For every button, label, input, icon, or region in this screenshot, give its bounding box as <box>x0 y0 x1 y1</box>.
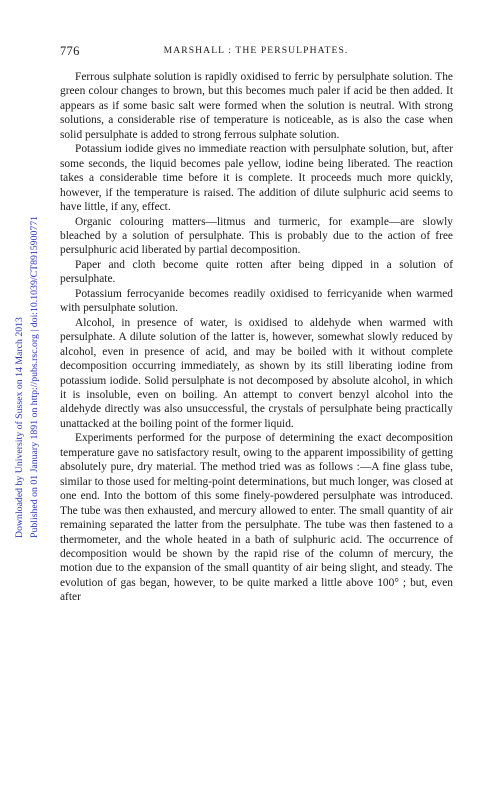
running-head: MARSHALL : THE PERSULPHATES. <box>163 45 349 56</box>
page-header <box>60 44 452 60</box>
provenance-sidebar <box>0 0 40 792</box>
article-body <box>60 70 453 605</box>
paragraph-ferrous-sulphate: Ferrous sulphate solution is rapidly oxidised to ferric by persulphate solution. The green colour changes to brown, but this becomes much paler if acid be then added. It appears as if some basic salt were formed when the solution is neutral. With strong solutions, a considerable rise of temperature is noticeable, as is also the case when solid persulphate is added to strong ferrous sulphate solution. <box>60 71 453 141</box>
download-notice: Downloaded by University of Sussex on 14 March 2013 <box>14 317 25 538</box>
publication-notice: Published on 01 January 1891 on http://pubs.rsc.org | doi:10.1039/CT8915900771 <box>29 215 40 538</box>
paragraph-ferrocyanide: Potassium ferrocyanide becomes readily oxidised to ferricyanide when warmed with persulphate solution. <box>60 287 453 315</box>
page-number: 776 <box>60 44 80 58</box>
paragraph-decomposition-experiments: Experiments performed for the purpose of determining the exact decomposition temperature gave no satisfactory result, owing to the apparent impossibility of getting absolutely pure, dry material. The method tried was as follows :—A fine glass tube, similar to those used for melting-point determinations, but much longer, was closed at one end. Into the bottom of this some finely-powdered persulphate was introduced. The tube was then exhausted, and mercury allowed to enter. The small quantity of air remaining separated the latter from the persulphate. The tube was then fastened to a thermometer, and the whole heated in a bath of sulphuric acid. The occurrence of decomposition would be shown by the rapid rise of the column of mercury, the motion due to the expansion of the small quantity of air being slight, and steady. The evolution of gas began, however, to be quite marked a little above 100° ; but, even after <box>60 432 453 604</box>
paragraph-colouring-matters: Organic colouring matters—litmus and turmeric, for example—are slowly bleached by a solution of persulphate. This is probably due to the action of free persulphuric acid liberated by partial decomposition. <box>60 215 453 257</box>
paragraph-paper-cloth: Paper and cloth become quite rotten after being dipped in a solution of persulphate. <box>60 258 453 286</box>
paragraph-alcohol: Alcohol, in presence of water, is oxidised to aldehyde when warmed with persulphate. A dilute solution of the latter is, however, somewhat slowly reduced by alcohol, even in presence of acid, and may be boiled with it without complete decomposition occurring immediately, as shown by its still liberating iodine from potassium iodide. Solid persulphate is not decomposed by absolute alcohol, in which it is insoluble, even on boiling. An attempt to convert benzyl alcohol into the aldehyde directly was also unsuccessful, the crystals of persulphate being practically unattacked at the boiling point of the former liquid. <box>60 316 453 430</box>
paragraph-potassium-iodide: Potassium iodide gives no immediate reaction with persulphate solution, but, after some seconds, the liquid becomes pale yellow, iodine being liberated. The reaction takes a considerable time before it is complete. It proceeds much more quickly, however, if the temperature is raised. The addition of dilute sulphuric acid seems to have little, if any, effect. <box>60 143 453 214</box>
